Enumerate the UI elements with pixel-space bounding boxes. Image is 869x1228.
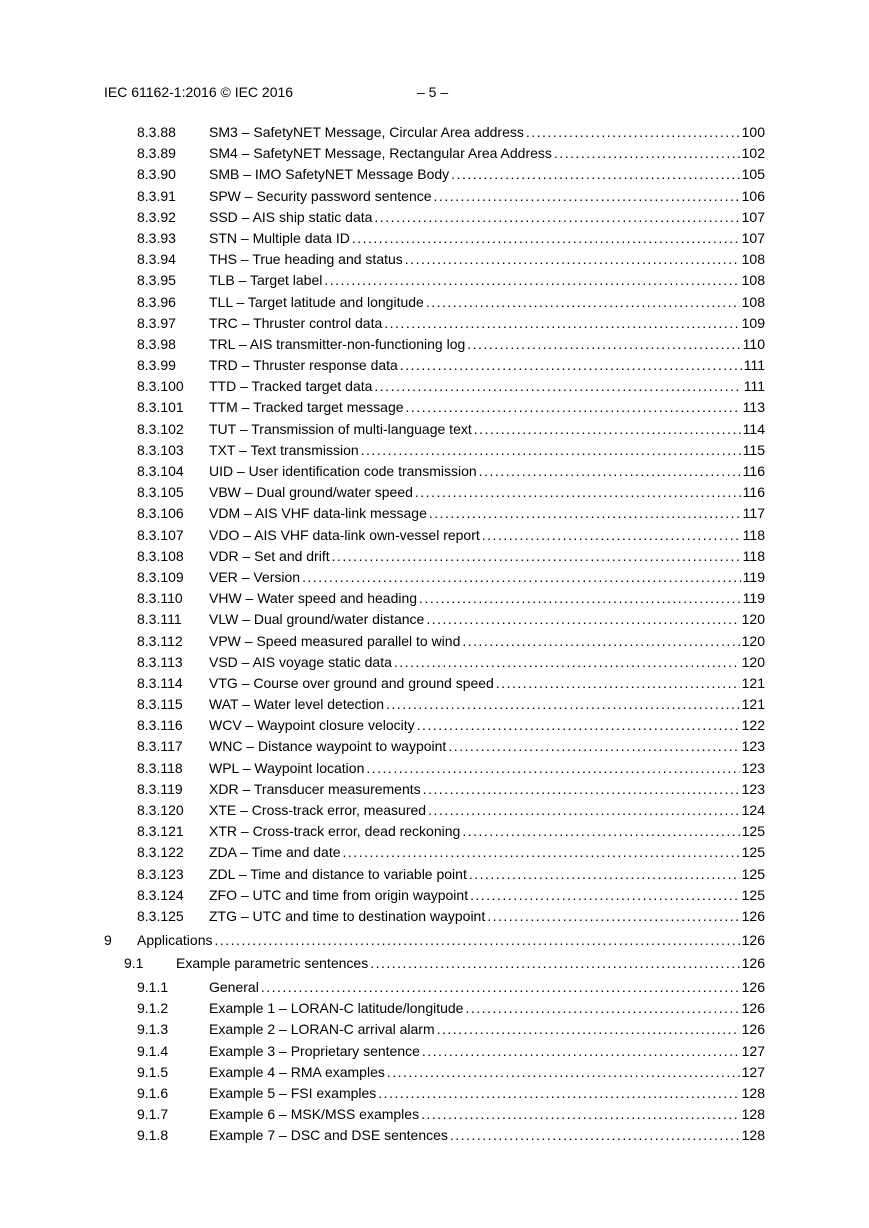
toc-entry-title: ZDL – Time and distance to variable point: [209, 865, 467, 882]
dot-leader: [451, 164, 739, 185]
toc-entry-number: 9.1.5: [137, 1063, 169, 1080]
toc-entry-page: 128: [741, 1106, 765, 1123]
toc-entry-page: 125: [741, 865, 765, 882]
dot-leader: [324, 270, 739, 291]
toc-entry[interactable]: [0, 334, 869, 355]
toc-entry-page: 126: [741, 1021, 765, 1038]
toc-entry[interactable]: [0, 953, 869, 974]
toc-entry-title: VHW – Water speed and heading: [209, 590, 418, 607]
dot-leader: [361, 440, 741, 461]
page-number: – 5 –: [417, 84, 449, 100]
toc-entry-page: 128: [741, 1127, 765, 1144]
toc-entry[interactable]: [0, 736, 869, 757]
toc-entry-page: 116: [742, 484, 765, 501]
toc-entry[interactable]: [0, 1041, 869, 1062]
toc-entry-number: 8.3.117: [137, 738, 183, 755]
toc-entry-page: 126: [741, 979, 765, 995]
toc-entry-number: 8.3.89: [137, 145, 176, 162]
toc-entry-number: 8.3.109: [137, 568, 184, 585]
toc-entry[interactable]: [0, 694, 869, 715]
toc-entry-page: 126: [741, 955, 765, 972]
toc-entry-number: 9.1.8: [137, 1127, 169, 1144]
dot-leader: [417, 715, 740, 736]
dot-leader: [419, 588, 741, 609]
dot-leader: [387, 1062, 740, 1083]
toc-entry[interactable]: [0, 419, 869, 440]
toc-entry-page: 119: [742, 568, 765, 585]
toc-entry[interactable]: [0, 567, 869, 588]
toc-entry-number: 8.3.102: [137, 420, 184, 437]
toc-entry[interactable]: [0, 1104, 869, 1125]
toc-entry[interactable]: [0, 588, 869, 609]
toc-entry-number: 9: [104, 931, 112, 948]
toc-entry[interactable]: [0, 546, 869, 567]
dot-leader: [437, 1019, 740, 1040]
toc-entry-title: General: [209, 979, 259, 995]
toc-entry[interactable]: [0, 930, 869, 951]
toc-entry-number: 8.3.99: [137, 357, 176, 374]
toc-entry-number: 8.3.101: [137, 399, 184, 416]
toc-entry-title: SM4 – SafetyNET Message, Rectangular Area Address: [209, 145, 552, 162]
toc-entry-page: 109: [741, 314, 765, 331]
dot-leader: [526, 122, 740, 143]
toc-entry[interactable]: [0, 609, 869, 630]
dot-leader: [469, 864, 740, 885]
toc-entry-page: 115: [742, 441, 765, 458]
dot-leader: [479, 461, 741, 482]
toc-entry-title: ZDA – Time and date: [209, 844, 341, 861]
toc-entry-page: 106: [741, 187, 765, 204]
toc-entry-number: 8.3.95: [137, 272, 176, 289]
toc-entry-title: TRL – AIS transmitter-non-functioning log: [209, 335, 466, 352]
dot-leader: [261, 977, 740, 998]
toc-entry-number: 8.3.94: [137, 251, 176, 268]
toc-entry-number: 8.3.104: [137, 463, 184, 479]
toc-entry-number: 8.3.112: [137, 632, 183, 649]
toc-entry-title: WAT – Water level detection: [209, 696, 385, 713]
toc-entry-number: 9.1: [124, 955, 144, 972]
toc-entry[interactable]: [0, 482, 869, 503]
toc-entry-title: ZTG – UTC and time to destination waypoint: [209, 907, 486, 924]
dot-leader: [470, 885, 740, 906]
dot-leader: [386, 694, 740, 715]
dot-leader: [429, 503, 741, 524]
toc-entry-page: 111: [743, 378, 765, 395]
toc-entry-title: VSD – AIS voyage static data: [209, 653, 392, 670]
toc-entry-title: TXT – Text transmission: [209, 441, 359, 458]
dot-leader: [450, 1125, 740, 1146]
toc-entry[interactable]: [0, 779, 869, 800]
toc-entry-title: Example 6 – MSK/MSS examples: [209, 1106, 420, 1123]
toc-entry[interactable]: [0, 397, 869, 418]
toc-entry-title: STN – Multiple data ID: [209, 229, 350, 246]
toc-entry-number: 8.3.108: [137, 547, 184, 564]
toc-entry-title: Example 2 – LORAN-C arrival alarm: [209, 1021, 435, 1038]
dot-leader: [406, 397, 741, 418]
toc-entry-title: WNC – Distance waypoint to waypoint: [209, 738, 447, 755]
toc-entry-number: 8.3.105: [137, 484, 184, 501]
toc-entry-page: 111: [743, 357, 765, 374]
toc-entry-title: WPL – Waypoint location: [209, 759, 365, 776]
toc-entry-page: 118: [742, 526, 765, 543]
toc-entry-page: 108: [741, 272, 765, 289]
toc-entry[interactable]: [0, 673, 869, 694]
toc-entry-number: 8.3.111: [137, 611, 182, 628]
toc-entry-number: 8.3.124: [137, 886, 184, 903]
toc-entry-number: 8.3.123: [137, 865, 184, 882]
toc-entry-page: 113: [742, 399, 765, 416]
toc-entry-number: 8.3.121: [137, 823, 184, 840]
toc-entry-title: TTD – Tracked target data: [209, 378, 373, 395]
toc-entry-number: 8.3.122: [137, 844, 184, 861]
toc-entry-title: UID – User identification code transmission: [209, 463, 477, 479]
toc-entry-title: SMB – IMO SafetyNET Message Body: [209, 166, 450, 183]
toc-entry[interactable]: [0, 906, 869, 927]
toc-entry[interactable]: [0, 292, 869, 313]
document-id: IEC 61162-1:2016 © IEC 2016: [104, 84, 294, 100]
toc-entry-title: VBW – Dual ground/water speed: [209, 484, 413, 501]
toc-entry[interactable]: [0, 313, 869, 334]
toc-entry-page: 128: [741, 1084, 765, 1101]
dot-leader: [415, 482, 741, 503]
toc-entry-number: 8.3.91: [137, 187, 176, 204]
toc-entry-page: 108: [741, 251, 765, 268]
toc-entry-title: XDR – Transducer measurements: [209, 780, 421, 797]
toc-entry[interactable]: [0, 461, 869, 482]
toc-entry[interactable]: [0, 249, 869, 270]
toc-entry[interactable]: [0, 977, 869, 998]
dot-leader: [374, 376, 741, 397]
dot-leader: [465, 998, 739, 1019]
dot-leader: [378, 1083, 739, 1104]
dot-leader: [343, 842, 740, 863]
toc-entry[interactable]: [0, 1019, 869, 1040]
toc-entry-title: Applications: [137, 931, 213, 948]
toc-entry-page: 116: [742, 463, 765, 479]
toc-entry-page: 100: [741, 124, 765, 140]
dot-leader: [426, 609, 739, 630]
dot-leader: [384, 313, 739, 334]
toc-entry-number: 8.3.97: [137, 314, 176, 331]
toc-entry-number: 8.3.106: [137, 505, 184, 522]
toc-entry-number: 8.3.116: [137, 717, 183, 734]
dot-leader: [554, 143, 740, 164]
toc-entry[interactable]: [0, 207, 869, 228]
toc-entry[interactable]: [0, 998, 869, 1019]
dot-leader: [428, 800, 740, 821]
toc-entry-title: VTG – Course over ground and ground speed: [209, 674, 494, 691]
toc-entry-number: 9.1.1: [137, 979, 169, 995]
toc-entry-page: 102: [741, 145, 765, 162]
toc-entry-page: 120: [741, 632, 765, 649]
toc-entry-number: 8.3.92: [137, 208, 176, 225]
toc-entry[interactable]: [0, 164, 869, 185]
toc-entry-title: TLL – Target latitude and longitude: [209, 293, 424, 310]
toc-entry-number: 8.3.114: [137, 674, 183, 691]
toc-entry-page: 107: [741, 208, 765, 225]
toc-entry-number: 8.3.110: [137, 590, 183, 607]
toc-entry[interactable]: [0, 1062, 869, 1083]
toc-entry-title: VDR – Set and drift: [209, 547, 330, 564]
toc-entry-page: 126: [741, 1000, 765, 1017]
dot-leader: [462, 821, 739, 842]
toc-entry[interactable]: [0, 270, 869, 291]
dot-leader: [448, 736, 739, 757]
toc-entry-number: 9.1.3: [137, 1021, 169, 1038]
toc-entry[interactable]: [0, 525, 869, 546]
table-of-contents: [0, 122, 869, 1147]
toc-entry-page: 127: [741, 1042, 765, 1059]
toc-entry-page: 121: [741, 696, 765, 713]
dot-leader: [302, 567, 741, 588]
toc-entry[interactable]: [0, 228, 869, 249]
toc-entry[interactable]: [0, 376, 869, 397]
toc-entry[interactable]: [0, 186, 869, 207]
toc-entry[interactable]: [0, 355, 869, 376]
toc-entry-title: SM3 – SafetyNET Message, Circular Area address: [209, 124, 524, 140]
dot-leader: [421, 1104, 740, 1125]
toc-entry-page: 126: [741, 907, 765, 924]
toc-entry-title: VLW – Dual ground/water distance: [209, 611, 425, 628]
toc-entry[interactable]: [0, 821, 869, 842]
toc-entry[interactable]: [0, 758, 869, 779]
dot-leader: [487, 906, 739, 927]
toc-entry[interactable]: [0, 800, 869, 821]
toc-entry-number: 8.3.120: [137, 802, 184, 818]
toc-entry-title: VPW – Speed measured parallel to wind: [209, 632, 461, 649]
toc-entry-title: XTE – Cross-track error, measured: [209, 802, 427, 818]
toc-entry-page: 118: [742, 547, 765, 564]
dot-leader: [474, 419, 741, 440]
toc-entry-page: 117: [742, 505, 765, 522]
toc-entry-page: 123: [741, 738, 765, 755]
toc-entry-page: 125: [741, 844, 765, 861]
dot-leader: [462, 631, 739, 652]
toc-entry-title: Example 4 – RMA examples: [209, 1063, 385, 1080]
toc-entry-number: 9.1.7: [137, 1106, 169, 1123]
toc-entry-number: 8.3.96: [137, 293, 176, 310]
toc-entry-page: 108: [741, 293, 765, 310]
toc-entry[interactable]: [0, 440, 869, 461]
toc-entry-page: 119: [742, 590, 765, 607]
toc-entry-number: 8.3.103: [137, 441, 184, 458]
toc-entry-title: Example parametric sentences: [176, 955, 369, 972]
toc-entry-number: 8.3.93: [137, 229, 176, 246]
toc-entry[interactable]: [0, 122, 869, 143]
toc-entry-page: 120: [741, 653, 765, 670]
toc-entry-title: Example 7 – DSC and DSE sentences: [209, 1127, 448, 1144]
dot-leader: [434, 186, 740, 207]
toc-entry-number: 8.3.107: [137, 526, 184, 543]
dot-leader: [374, 207, 739, 228]
toc-entry-page: 121: [741, 674, 765, 691]
toc-entry-page: 123: [741, 759, 765, 776]
toc-entry-title: Example 3 – Proprietary sentence: [209, 1042, 420, 1059]
toc-entry[interactable]: [0, 885, 869, 906]
toc-entry-number: 8.3.119: [137, 780, 183, 797]
toc-entry-page: 123: [741, 780, 765, 797]
toc-entry-title: SPW – Security password sentence: [209, 187, 432, 204]
toc-entry-page: 120: [741, 611, 765, 628]
toc-entry-title: XTR – Cross-track error, dead reckoning: [209, 823, 461, 840]
toc-entry-number: 9.1.2: [137, 1000, 169, 1017]
toc-entry[interactable]: [0, 715, 869, 736]
toc-entry-number: 8.3.100: [137, 378, 184, 395]
toc-entry-number: 8.3.113: [137, 653, 183, 670]
toc-entry-title: Example 5 – FSI examples: [209, 1084, 377, 1101]
dot-leader: [394, 652, 740, 673]
dot-leader: [370, 953, 739, 974]
toc-entry-title: Example 1 – LORAN-C latitude/longitude: [209, 1000, 464, 1017]
toc-entry-number: 8.3.125: [137, 907, 184, 924]
toc-entry[interactable]: [0, 1083, 869, 1104]
toc-entry-page: 125: [741, 886, 765, 903]
toc-entry-page: 114: [742, 420, 765, 437]
page-header: [104, 83, 765, 101]
toc-entry-page: 124: [741, 802, 765, 818]
toc-entry-number: 8.3.90: [137, 166, 176, 183]
toc-entry-title: TRC – Thruster control data: [209, 314, 383, 331]
dot-leader: [215, 930, 740, 951]
dot-leader: [426, 292, 740, 313]
toc-entry-number: 8.3.115: [137, 696, 183, 713]
toc-entry-number: 8.3.118: [137, 759, 183, 776]
toc-entry-title: VER – Version: [209, 568, 301, 585]
dot-leader: [332, 546, 741, 567]
dot-leader: [422, 1041, 740, 1062]
toc-entry-title: TUT – Transmission of multi-language text: [209, 420, 472, 437]
dot-leader: [400, 355, 742, 376]
toc-entry-title: VDM – AIS VHF data-link message: [209, 505, 427, 522]
toc-entry[interactable]: [0, 842, 869, 863]
toc-entry-number: 9.1.4: [137, 1042, 169, 1059]
toc-entry-page: 122: [741, 717, 765, 734]
dot-leader: [496, 673, 740, 694]
toc-entry-page: 105: [741, 166, 765, 183]
toc-entry[interactable]: [0, 1125, 869, 1146]
toc-entry-page: 126: [741, 931, 765, 948]
dot-leader: [366, 758, 739, 779]
toc-entry-title: WCV – Waypoint closure velocity: [209, 717, 415, 734]
toc-entry-title: TLB – Target label: [209, 272, 323, 289]
dot-leader: [405, 249, 740, 270]
toc-entry-title: TTM – Tracked target message: [209, 399, 404, 416]
toc-entry-page: 127: [741, 1063, 765, 1080]
toc-entry[interactable]: [0, 864, 869, 885]
dot-leader: [423, 779, 740, 800]
toc-entry-number: 8.3.88: [137, 124, 176, 140]
toc-entry-number: 9.1.6: [137, 1084, 169, 1101]
dot-leader: [352, 228, 740, 249]
toc-entry-page: 110: [742, 335, 765, 352]
toc-entry-page: 125: [741, 823, 765, 840]
dot-leader: [482, 525, 741, 546]
toc-entry[interactable]: [0, 143, 869, 164]
toc-entry-number: 8.3.98: [137, 335, 176, 352]
toc-entry[interactable]: [0, 631, 869, 652]
toc-entry-title: ZFO – UTC and time from origin waypoint: [209, 886, 469, 903]
toc-entry-title: TRD – Thruster response data: [209, 357, 398, 374]
toc-entry-title: SSD – AIS ship static data: [209, 208, 373, 225]
dot-leader: [467, 334, 740, 355]
toc-entry[interactable]: [0, 503, 869, 524]
toc-entry[interactable]: [0, 652, 869, 673]
toc-entry-page: 107: [741, 229, 765, 246]
toc-entry-title: VDO – AIS VHF data-link own-vessel report: [209, 526, 480, 543]
toc-entry-title: THS – True heading and status: [209, 251, 403, 268]
